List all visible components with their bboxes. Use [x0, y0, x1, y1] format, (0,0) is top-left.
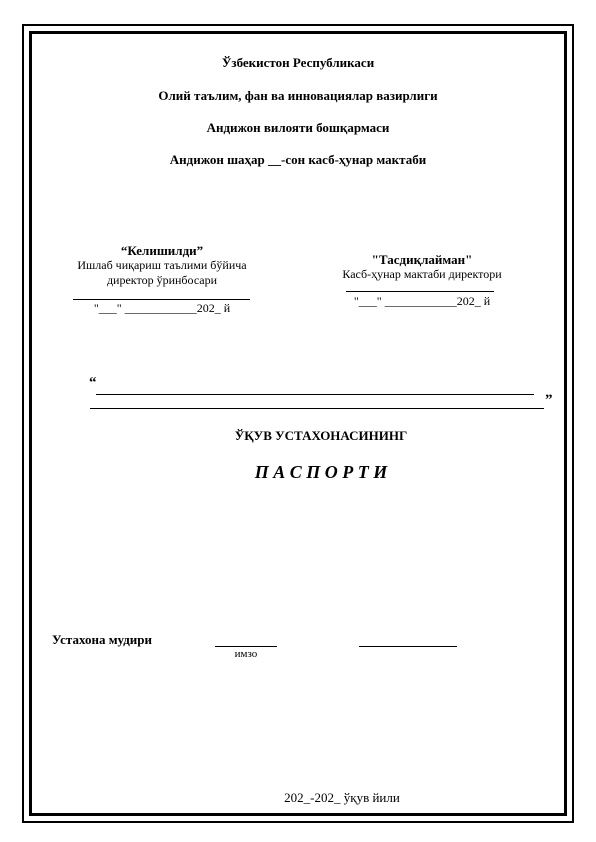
name-open-quote: “ [89, 375, 97, 391]
header-school: Андижон шаҳар __-сон касб-ҳунар мактаби [169, 152, 427, 167]
approval-left-role2: директор ўринбосари [106, 273, 218, 287]
approval-left [62, 243, 262, 288]
approval-left-date: "___" ____________202_ й [93, 301, 231, 315]
approval-right-title: "Тасдиқлайман" [371, 252, 473, 267]
signature-name-line [359, 646, 457, 647]
approval-left-title: “Келишилди” [120, 243, 204, 258]
header-country: Ўзбекистон Республикаси [221, 55, 375, 70]
header-ministry: Олий таълим, фан ва инновациялар вазирлиги [158, 88, 438, 103]
approval-right-role1: Касб-ҳунар мактаби директори [342, 267, 502, 281]
header-region: Андижон вилояти бошқармаси [206, 120, 390, 135]
approval-right [322, 252, 522, 282]
name-line-1 [96, 394, 534, 395]
document-subtitle: ЎҚУВ УСТАХОНАСИНИНГ [234, 428, 408, 443]
document-title: П А С П О Р Т И [254, 462, 388, 482]
signature-label: Устахона мудири [52, 632, 153, 647]
signature-line [215, 646, 277, 647]
name-close-quote: ” [545, 392, 553, 408]
approval-left-signature-line [73, 299, 250, 300]
approval-right-date: "___" ____________202_ й [353, 294, 491, 308]
academic-year: 202_-202_ ўқув йили [284, 790, 400, 805]
page-border-inner [29, 31, 567, 816]
approval-right-signature-line [346, 291, 494, 292]
name-line-2 [90, 408, 544, 409]
signature-caption: имзо [234, 648, 258, 660]
approval-left-role1: Ишлаб чиқариш таълими бўйича [77, 258, 247, 272]
